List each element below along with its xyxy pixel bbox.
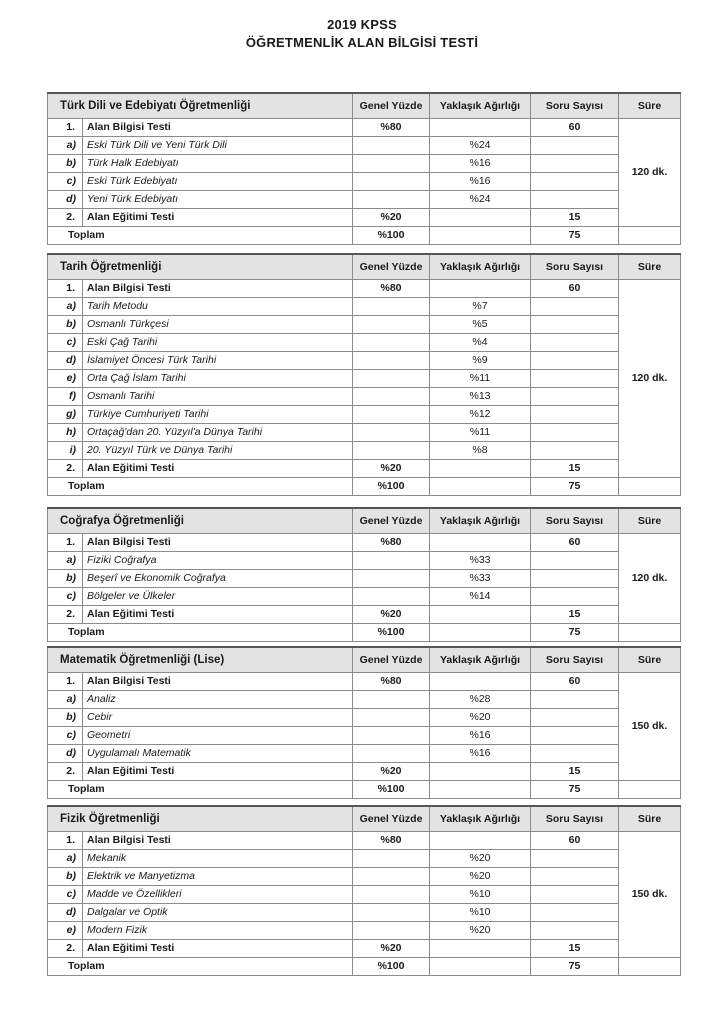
subtopic-letter: a) xyxy=(48,298,83,316)
subtopic-letter: i) xyxy=(48,442,83,460)
column-header-genel-yuzde: Genel Yüzde xyxy=(353,254,430,280)
subtopic-weight: %33 xyxy=(430,552,531,570)
empty-cell xyxy=(531,173,619,191)
empty-cell xyxy=(430,624,531,642)
empty-cell xyxy=(353,850,430,868)
empty-cell xyxy=(353,552,430,570)
empty-cell xyxy=(531,334,619,352)
empty-cell xyxy=(531,850,619,868)
empty-cell xyxy=(531,370,619,388)
empty-cell xyxy=(353,868,430,886)
section-title: Fizik Öğretmenliği xyxy=(48,806,353,832)
subtopic-weight: %20 xyxy=(430,868,531,886)
subtopic-row xyxy=(48,173,681,191)
alan-bilgisi-row xyxy=(48,119,681,137)
total-row xyxy=(48,624,681,642)
column-header-soru-sayisi: Soru Sayısı xyxy=(531,93,619,119)
subtopic-name: Dalgalar ve Optik xyxy=(83,904,353,922)
empty-cell xyxy=(531,424,619,442)
empty-cell xyxy=(531,868,619,886)
row-number: 2. xyxy=(48,940,83,958)
empty-cell xyxy=(430,940,531,958)
total-label: Toplam xyxy=(48,624,353,642)
empty-cell xyxy=(531,442,619,460)
section-header-row xyxy=(48,806,681,832)
subtopic-name: Ortaçağ'dan 20. Yüzyıl'a Dünya Tarihi xyxy=(83,424,353,442)
subtopic-letter: b) xyxy=(48,316,83,334)
row-number: 1. xyxy=(48,280,83,298)
empty-cell xyxy=(619,781,681,799)
subtopic-row xyxy=(48,442,681,460)
empty-cell xyxy=(353,388,430,406)
empty-cell xyxy=(531,709,619,727)
subtopic-weight: %16 xyxy=(430,727,531,745)
empty-cell xyxy=(531,588,619,606)
empty-cell xyxy=(353,886,430,904)
column-header-yaklasik-agirlik: Yaklaşık Ağırlığı xyxy=(430,508,531,534)
total-count: 75 xyxy=(531,781,619,799)
subtopic-weight: %8 xyxy=(430,442,531,460)
soru-sayisi-value: 15 xyxy=(531,460,619,478)
column-header-genel-yuzde: Genel Yüzde xyxy=(353,647,430,673)
subtopic-weight: %10 xyxy=(430,886,531,904)
soru-sayisi-value: 60 xyxy=(531,534,619,552)
column-header-soru-sayisi: Soru Sayısı xyxy=(531,647,619,673)
genel-yuzde-value: %80 xyxy=(353,832,430,850)
empty-cell xyxy=(531,137,619,155)
row-label: Alan Bilgisi Testi xyxy=(83,280,353,298)
empty-cell xyxy=(430,280,531,298)
empty-cell xyxy=(353,588,430,606)
subtopic-name: Osmanlı Türkçesi xyxy=(83,316,353,334)
document-title: ÖĞRETMENLİK ALAN BİLGİSİ TESTİ xyxy=(245,35,479,50)
section-header-row xyxy=(48,508,681,534)
empty-cell xyxy=(353,316,430,334)
empty-cell xyxy=(531,691,619,709)
soru-sayisi-value: 15 xyxy=(531,606,619,624)
empty-cell xyxy=(531,570,619,588)
total-count: 75 xyxy=(531,227,619,245)
subtopic-weight: %14 xyxy=(430,588,531,606)
empty-cell xyxy=(531,352,619,370)
row-label: Alan Eğitimi Testi xyxy=(83,460,353,478)
row-label: Alan Eğitimi Testi xyxy=(83,209,353,227)
total-label: Toplam xyxy=(48,958,353,976)
column-header-sure: Süre xyxy=(619,647,681,673)
total-count: 75 xyxy=(531,478,619,496)
empty-cell xyxy=(531,191,619,209)
subtopic-name: Uygulamalı Matematik xyxy=(83,745,353,763)
empty-cell xyxy=(430,832,531,850)
subtopic-row xyxy=(48,155,681,173)
row-label: Alan Eğitimi Testi xyxy=(83,940,353,958)
empty-cell xyxy=(430,781,531,799)
alan-bilgisi-row xyxy=(48,534,681,552)
subtopic-row xyxy=(48,850,681,868)
section-title: Tarih Öğretmenliği xyxy=(48,254,353,280)
subtopic-row xyxy=(48,298,681,316)
subtopic-weight: %16 xyxy=(430,173,531,191)
column-header-soru-sayisi: Soru Sayısı xyxy=(531,806,619,832)
empty-cell xyxy=(430,763,531,781)
duration-value: 120 dk. xyxy=(619,280,681,478)
empty-cell xyxy=(430,534,531,552)
subtopic-row xyxy=(48,552,681,570)
empty-cell xyxy=(353,570,430,588)
alan-egitimi-row xyxy=(48,606,681,624)
empty-cell xyxy=(619,624,681,642)
subtopic-row xyxy=(48,727,681,745)
subtopic-letter: a) xyxy=(48,552,83,570)
soru-sayisi-value: 15 xyxy=(531,940,619,958)
subtopic-weight: %12 xyxy=(430,406,531,424)
empty-cell xyxy=(353,745,430,763)
empty-cell xyxy=(619,478,681,496)
column-header-genel-yuzde: Genel Yüzde xyxy=(353,93,430,119)
empty-cell xyxy=(353,442,430,460)
row-number: 2. xyxy=(48,460,83,478)
empty-cell xyxy=(353,709,430,727)
empty-cell xyxy=(619,227,681,245)
total-percent: %100 xyxy=(353,958,430,976)
empty-cell xyxy=(353,904,430,922)
alan-egitimi-row xyxy=(48,209,681,227)
subtopic-weight: %11 xyxy=(430,424,531,442)
alan-egitimi-row xyxy=(48,940,681,958)
genel-yuzde-value: %80 xyxy=(353,280,430,298)
genel-yuzde-value: %20 xyxy=(353,606,430,624)
duration-value: 150 dk. xyxy=(619,832,681,958)
empty-cell xyxy=(430,460,531,478)
subtopic-name: Beşerî ve Ekonomik Coğrafya xyxy=(83,570,353,588)
subtopic-row xyxy=(48,370,681,388)
subtopic-letter: d) xyxy=(48,745,83,763)
subtopic-letter: d) xyxy=(48,904,83,922)
soru-sayisi-value: 60 xyxy=(531,280,619,298)
subtopic-name: Tarih Metodu xyxy=(83,298,353,316)
subtopic-letter: d) xyxy=(48,352,83,370)
subtopic-name: Madde ve Özellikleri xyxy=(83,886,353,904)
subtopic-row xyxy=(48,352,681,370)
total-percent: %100 xyxy=(353,478,430,496)
subtopic-letter: f) xyxy=(48,388,83,406)
subtopic-weight: %16 xyxy=(430,155,531,173)
section-header-row xyxy=(48,93,681,119)
empty-cell xyxy=(531,155,619,173)
empty-cell xyxy=(430,958,531,976)
empty-cell xyxy=(531,727,619,745)
subtopic-weight: %16 xyxy=(430,745,531,763)
genel-yuzde-value: %80 xyxy=(353,119,430,137)
row-number: 2. xyxy=(48,209,83,227)
total-row xyxy=(48,958,681,976)
empty-cell xyxy=(430,478,531,496)
column-header-genel-yuzde: Genel Yüzde xyxy=(353,508,430,534)
column-header-sure: Süre xyxy=(619,806,681,832)
subtopic-row xyxy=(48,388,681,406)
subtopic-weight: %20 xyxy=(430,709,531,727)
alan-bilgisi-row xyxy=(48,280,681,298)
row-number: 1. xyxy=(48,832,83,850)
genel-yuzde-value: %80 xyxy=(353,534,430,552)
column-header-yaklasik-agirlik: Yaklaşık Ağırlığı xyxy=(430,254,531,280)
empty-cell xyxy=(353,155,430,173)
genel-yuzde-value: %20 xyxy=(353,209,430,227)
empty-cell xyxy=(353,727,430,745)
subtopic-row xyxy=(48,406,681,424)
subtopic-letter: c) xyxy=(48,588,83,606)
subtopic-letter: e) xyxy=(48,922,83,940)
column-header-yaklasik-agirlik: Yaklaşık Ağırlığı xyxy=(430,806,531,832)
subtopic-weight: %24 xyxy=(430,137,531,155)
empty-cell xyxy=(353,370,430,388)
empty-cell xyxy=(353,137,430,155)
row-number: 1. xyxy=(48,673,83,691)
subtopic-weight: %13 xyxy=(430,388,531,406)
section-table xyxy=(47,92,681,245)
empty-cell xyxy=(531,745,619,763)
subtopic-name: Osmanlı Tarihi xyxy=(83,388,353,406)
subtopic-letter: g) xyxy=(48,406,83,424)
subtopic-row xyxy=(48,334,681,352)
empty-cell xyxy=(353,406,430,424)
empty-cell xyxy=(353,298,430,316)
genel-yuzde-value: %20 xyxy=(353,460,430,478)
subtopic-letter: b) xyxy=(48,709,83,727)
subtopic-name: Analiz xyxy=(83,691,353,709)
column-header-yaklasik-agirlik: Yaklaşık Ağırlığı xyxy=(430,93,531,119)
subtopic-weight: %28 xyxy=(430,691,531,709)
subtopic-row xyxy=(48,191,681,209)
subtopic-letter: a) xyxy=(48,850,83,868)
empty-cell xyxy=(531,886,619,904)
subtopic-name: Yeni Türk Edebiyatı xyxy=(83,191,353,209)
subtopic-weight: %11 xyxy=(430,370,531,388)
column-header-soru-sayisi: Soru Sayısı xyxy=(531,254,619,280)
empty-cell xyxy=(531,552,619,570)
empty-cell xyxy=(531,922,619,940)
row-number: 1. xyxy=(48,534,83,552)
subtopic-letter: h) xyxy=(48,424,83,442)
subtopic-row xyxy=(48,745,681,763)
subtopic-letter: c) xyxy=(48,727,83,745)
section-title: Türk Dili ve Edebiyatı Öğretmenliği xyxy=(48,93,353,119)
column-header-genel-yuzde: Genel Yüzde xyxy=(353,806,430,832)
subtopic-row xyxy=(48,424,681,442)
subtopic-letter: d) xyxy=(48,191,83,209)
subtopic-name: İslamiyet Öncesi Türk Tarihi xyxy=(83,352,353,370)
subtopic-row xyxy=(48,709,681,727)
genel-yuzde-value: %20 xyxy=(353,940,430,958)
subtopic-letter: b) xyxy=(48,155,83,173)
subtopic-row xyxy=(48,904,681,922)
empty-cell xyxy=(430,227,531,245)
subtopic-weight: %20 xyxy=(430,850,531,868)
soru-sayisi-value: 60 xyxy=(531,832,619,850)
subtopic-name: Cebir xyxy=(83,709,353,727)
section-title: Coğrafya Öğretmenliği xyxy=(48,508,353,534)
column-header-yaklasik-agirlik: Yaklaşık Ağırlığı xyxy=(430,647,531,673)
total-count: 75 xyxy=(531,624,619,642)
subtopic-letter: c) xyxy=(48,886,83,904)
empty-cell xyxy=(430,209,531,227)
row-label: Alan Bilgisi Testi xyxy=(83,534,353,552)
empty-cell xyxy=(531,388,619,406)
subtopic-row xyxy=(48,691,681,709)
soru-sayisi-value: 60 xyxy=(531,673,619,691)
subtopic-row xyxy=(48,316,681,334)
alan-egitimi-row xyxy=(48,460,681,478)
row-number: 2. xyxy=(48,763,83,781)
genel-yuzde-value: %80 xyxy=(353,673,430,691)
subtopic-weight: %24 xyxy=(430,191,531,209)
total-row xyxy=(48,781,681,799)
section-title: Matematik Öğretmenliği (Lise) xyxy=(48,647,353,673)
empty-cell xyxy=(531,316,619,334)
subtopic-weight: %20 xyxy=(430,922,531,940)
subtopic-name: Eski Türk Dili ve Yeni Türk Dili xyxy=(83,137,353,155)
empty-cell xyxy=(353,424,430,442)
subtopic-name: Bölgeler ve Ülkeler xyxy=(83,588,353,606)
total-label: Toplam xyxy=(48,227,353,245)
subtopic-weight: %5 xyxy=(430,316,531,334)
empty-cell xyxy=(430,606,531,624)
duration-value: 120 dk. xyxy=(619,119,681,227)
subtopic-letter: b) xyxy=(48,868,83,886)
row-label: Alan Bilgisi Testi xyxy=(83,119,353,137)
empty-cell xyxy=(353,691,430,709)
subtopic-name: Eski Türk Edebiyatı xyxy=(83,173,353,191)
alan-bilgisi-row xyxy=(48,832,681,850)
subtopic-row xyxy=(48,886,681,904)
total-percent: %100 xyxy=(353,624,430,642)
duration-value: 120 dk. xyxy=(619,534,681,624)
subtopic-letter: c) xyxy=(48,173,83,191)
row-label: Alan Eğitimi Testi xyxy=(83,763,353,781)
subtopic-weight: %9 xyxy=(430,352,531,370)
alan-bilgisi-row xyxy=(48,673,681,691)
column-header-sure: Süre xyxy=(619,93,681,119)
total-percent: %100 xyxy=(353,781,430,799)
subtopic-name: Eski Çağ Tarihi xyxy=(83,334,353,352)
section-header-row xyxy=(48,254,681,280)
subtopic-row xyxy=(48,922,681,940)
subtopic-name: Türk Halk Edebiyatı xyxy=(83,155,353,173)
subtopic-letter: e) xyxy=(48,370,83,388)
soru-sayisi-value: 60 xyxy=(531,119,619,137)
section-header-row xyxy=(48,647,681,673)
column-header-sure: Süre xyxy=(619,508,681,534)
document-title-year: 2019 KPSS xyxy=(327,17,397,32)
subtopic-name: Fiziki Coğrafya xyxy=(83,552,353,570)
genel-yuzde-value: %20 xyxy=(353,763,430,781)
subtopic-weight: %7 xyxy=(430,298,531,316)
subtopic-name: 20. Yüzyıl Türk ve Dünya Tarihi xyxy=(83,442,353,460)
subtopic-weight: %10 xyxy=(430,904,531,922)
empty-cell xyxy=(353,334,430,352)
subtopic-name: Türkiye Cumhuriyeti Tarihi xyxy=(83,406,353,424)
empty-cell xyxy=(531,904,619,922)
subtopic-name: Geometri xyxy=(83,727,353,745)
subtopic-row xyxy=(48,588,681,606)
total-percent: %100 xyxy=(353,227,430,245)
subtopic-row xyxy=(48,137,681,155)
row-number: 2. xyxy=(48,606,83,624)
subtopic-name: Mekanik xyxy=(83,850,353,868)
empty-cell xyxy=(430,673,531,691)
alan-egitimi-row xyxy=(48,763,681,781)
empty-cell xyxy=(531,406,619,424)
soru-sayisi-value: 15 xyxy=(531,209,619,227)
subtopic-letter: b) xyxy=(48,570,83,588)
total-row xyxy=(48,227,681,245)
soru-sayisi-value: 15 xyxy=(531,763,619,781)
total-count: 75 xyxy=(531,958,619,976)
subtopic-name: Orta Çağ İslam Tarihi xyxy=(83,370,353,388)
section-table xyxy=(47,507,681,642)
column-header-soru-sayisi: Soru Sayısı xyxy=(531,508,619,534)
subtopic-letter: a) xyxy=(48,137,83,155)
total-label: Toplam xyxy=(48,781,353,799)
empty-cell xyxy=(430,119,531,137)
section-table xyxy=(47,253,681,496)
empty-cell xyxy=(353,191,430,209)
section-table xyxy=(47,646,681,799)
subtopic-weight: %4 xyxy=(430,334,531,352)
empty-cell xyxy=(353,352,430,370)
empty-cell xyxy=(353,173,430,191)
subtopic-row xyxy=(48,570,681,588)
subtopic-letter: c) xyxy=(48,334,83,352)
empty-cell xyxy=(353,922,430,940)
subtopic-row xyxy=(48,868,681,886)
subtopic-name: Modern Fizik xyxy=(83,922,353,940)
row-label: Alan Bilgisi Testi xyxy=(83,673,353,691)
column-header-sure: Süre xyxy=(619,254,681,280)
row-label: Alan Eğitimi Testi xyxy=(83,606,353,624)
section-table xyxy=(47,805,681,976)
subtopic-letter: a) xyxy=(48,691,83,709)
subtopic-weight: %33 xyxy=(430,570,531,588)
row-number: 1. xyxy=(48,119,83,137)
total-label: Toplam xyxy=(48,478,353,496)
empty-cell xyxy=(619,958,681,976)
duration-value: 150 dk. xyxy=(619,673,681,781)
total-row xyxy=(48,478,681,496)
empty-cell xyxy=(531,298,619,316)
subtopic-name: Elektrik ve Manyetizma xyxy=(83,868,353,886)
row-label: Alan Bilgisi Testi xyxy=(83,832,353,850)
